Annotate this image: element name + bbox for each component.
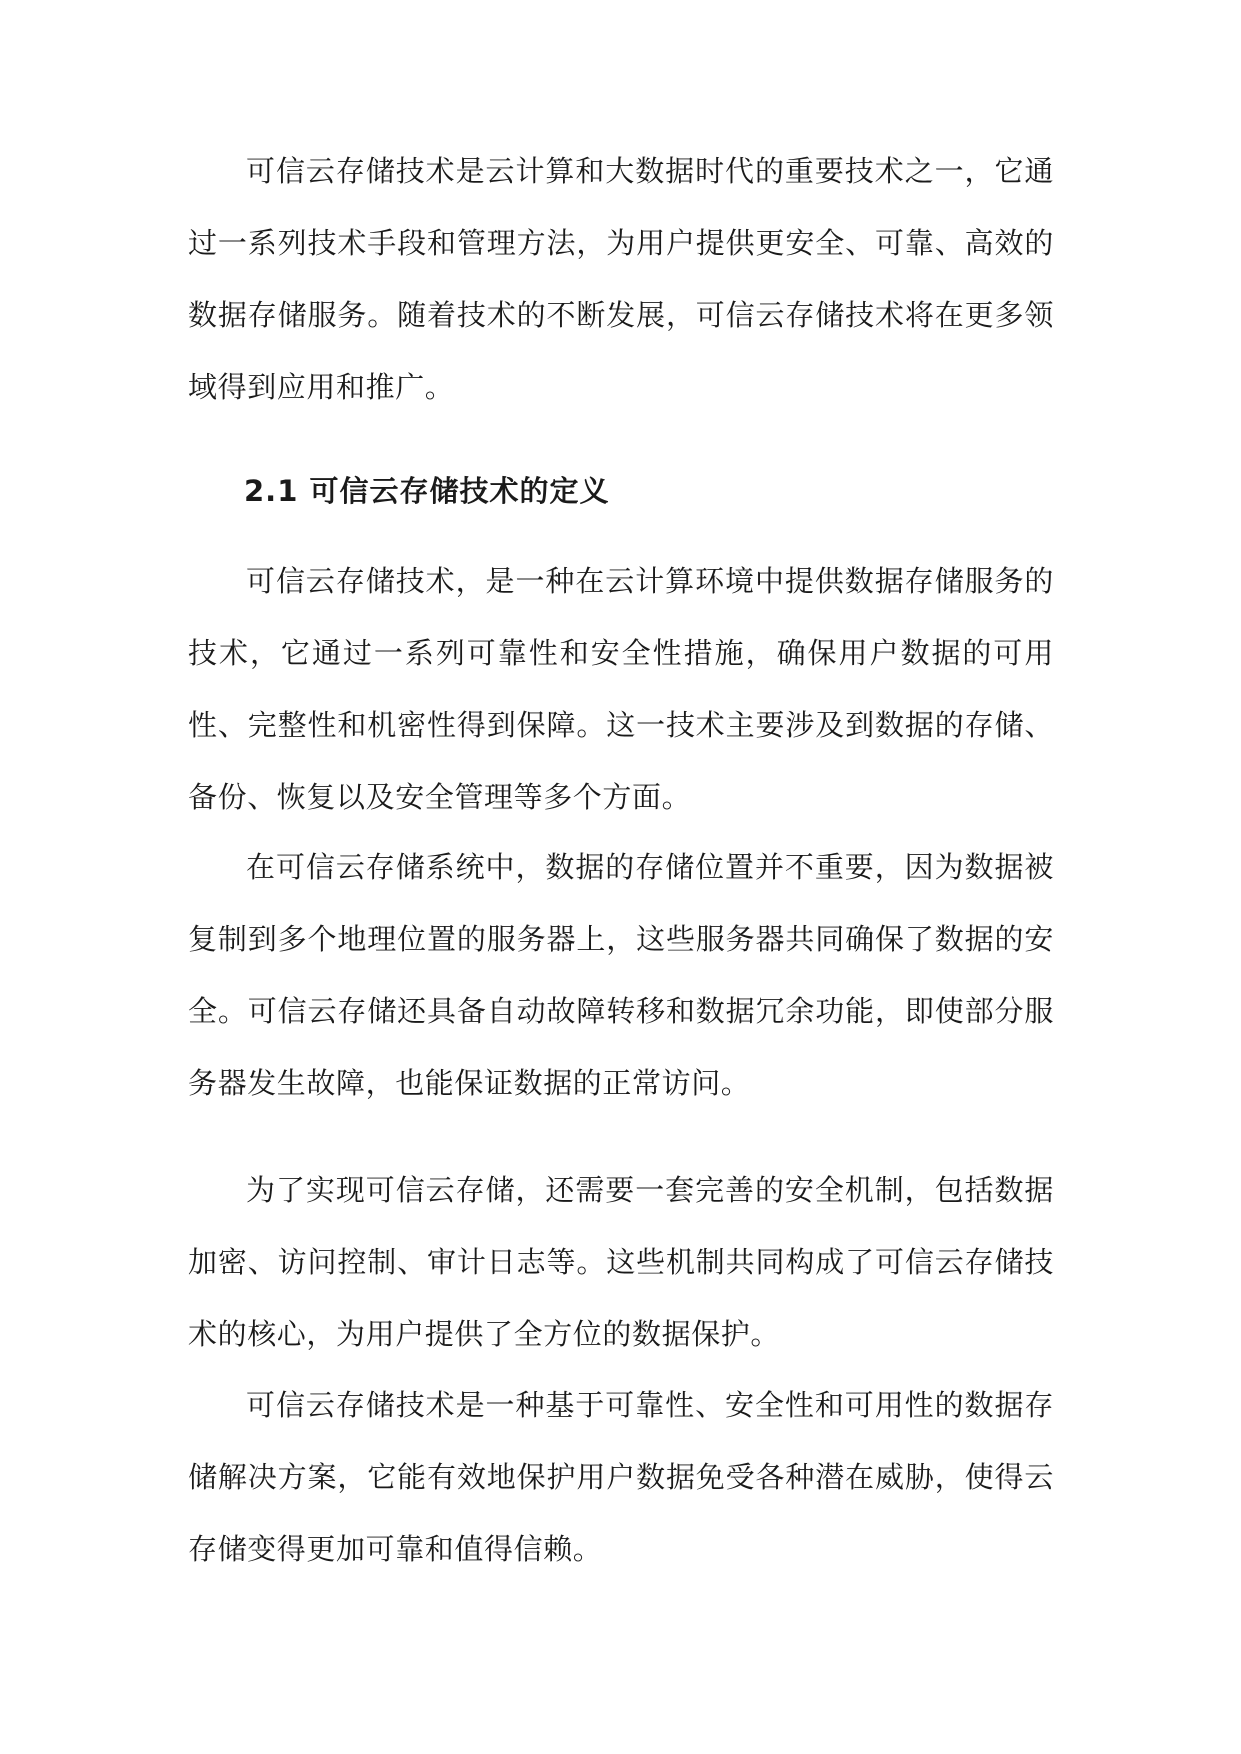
storage-location-paragraph: 在可信云存储系统中，数据的存储位置并不重要，因为数据被复制到多个地理位置的服务器上，这些服务器共同确保了数据的安全。可信云存储还具备自动故障转移和数据冗余功能，即使部分服务器发生故障，也能保证数据的正常访问。: [188, 850, 1054, 1100]
intro-paragraph: 可信云存储技术是云计算和大数据时代的重要技术之一，它通过一系列技术手段和管理方法，为用户提供更安全、可靠、高效的数据存储服务。随着技术的不断发展，可信云存储技术将在更多领域得到应用和推广。: [188, 154, 1054, 404]
definition-paragraph: 可信云存储技术，是一种在云计算环境中提供数据存储服务的技术，它通过一系列可靠性和安全性措施，确保用户数据的可用性、完整性和机密性得到保障。这一技术主要涉及到数据的存储、备份、恢复以及安全管理等多个方面。: [188, 564, 1054, 814]
section-heading: 2.1 可信云存储技术的定义: [244, 474, 610, 508]
security-mechanism-paragraph: 为了实现可信云存储，还需要一套完善的安全机制，包括数据加密、访问控制、审计日志等。这些机制共同构成了可信云存储技术的核心，为用户提供了全方位的数据保护。: [188, 1173, 1054, 1351]
summary-paragraph: 可信云存储技术是一种基于可靠性、安全性和可用性的数据存储解决方案，它能有效地保护用户数据免受各种潜在威胁，使得云存储变得更加可靠和值得信赖。: [188, 1388, 1054, 1566]
